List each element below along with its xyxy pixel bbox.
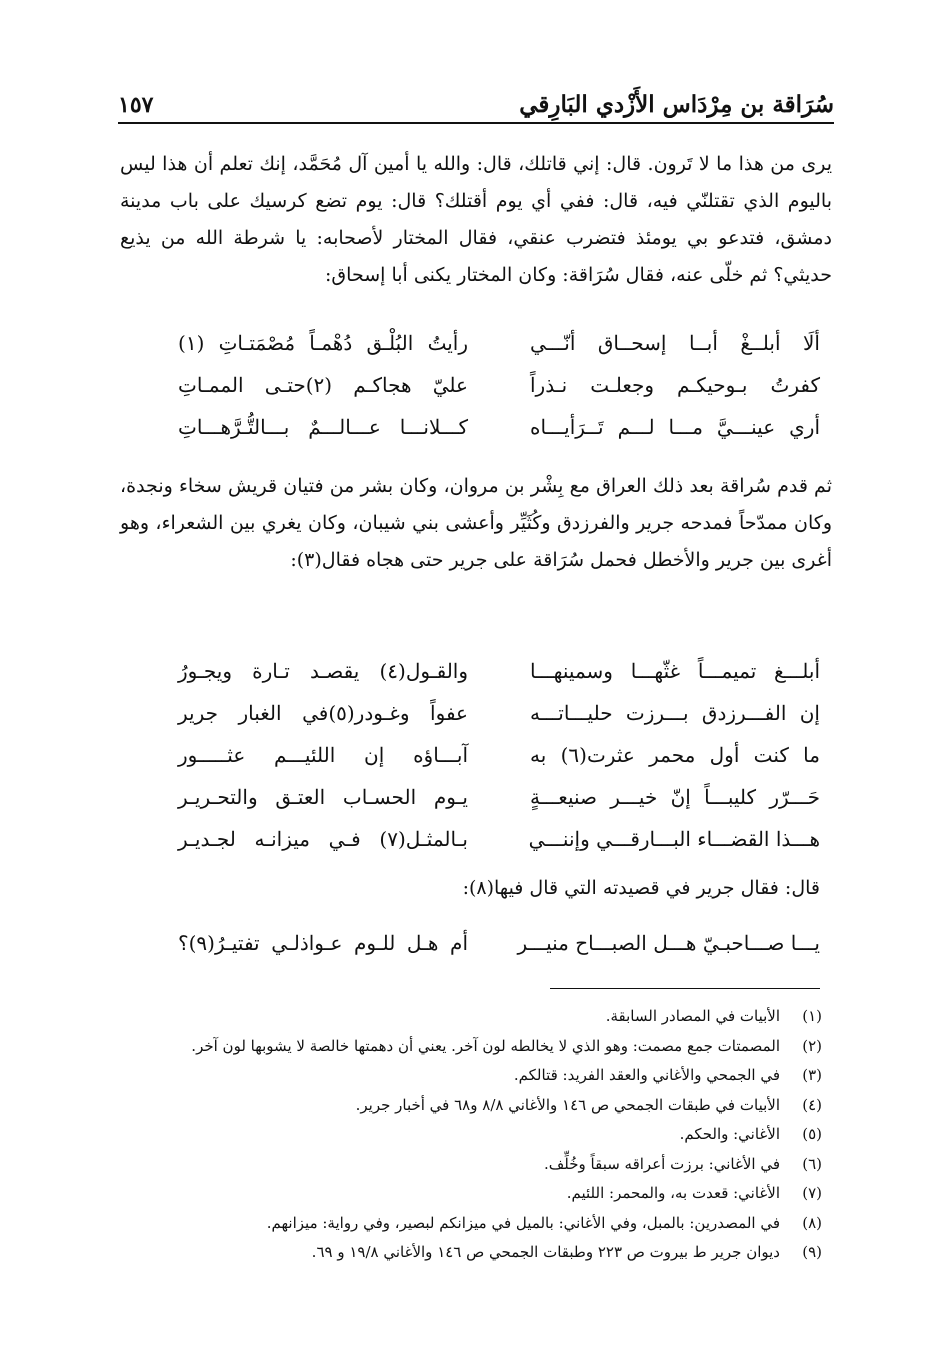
second-hemistich: رأيتُ البُلْـق دُهْمـاً مُصْمَتـاتِ (١) xyxy=(178,331,468,355)
verse-line xyxy=(178,692,820,734)
footnote-number: (٣) xyxy=(802,1066,822,1084)
verse-line xyxy=(178,364,820,406)
poem-3 xyxy=(178,922,820,964)
verse-line xyxy=(178,650,820,692)
first-hemistich: يـــا صـــاحبـيّ هـــل الصبـــاح منيـــر xyxy=(517,931,820,955)
footnote xyxy=(110,1091,822,1121)
verse-line xyxy=(178,776,820,818)
footnote-number: (٨) xyxy=(802,1213,822,1232)
footnote xyxy=(110,1061,822,1091)
footnote-number: (١) xyxy=(802,1007,822,1025)
footnote xyxy=(110,1209,822,1239)
footnote-number: (٦) xyxy=(802,1154,822,1173)
footnotes xyxy=(110,1002,822,1268)
footnote xyxy=(110,1238,822,1268)
footnote-number: (٢) xyxy=(802,1036,822,1055)
first-hemistich: ألَا أبلــغْ أبــا إسحــاق أنّـــي xyxy=(530,331,820,355)
footnote-number: (٥) xyxy=(802,1125,822,1143)
paragraph-1: يرى من هذا ما لا تَرون. قال: إني قاتلك، قال: والله يا أمين آل مُحَمَّد، إنك تعلم أن هذا ليس باليوم الذي تقتلنّي فيه، قال: ففي أي يوم أقتلك؟ قال: يوم تضع كرسيك على باب مدينة دمشق، فتدعو بي يومئذ فتضرب عنقي، فقال المختار لأصحابه: يا شرطة الله من يذيع حديثي؟ ثم خلّى عنه، فقال سُرَاقة: وكان المختار يكنى أبا إسحاق: xyxy=(120,153,833,286)
running-title: سُرَاقة بن مِرْدَاس الأَزْدي البَارِقي xyxy=(519,91,834,118)
footnote xyxy=(110,1179,822,1209)
footnote-text: ديوان جرير ط بيروت ص ٢٢٣ وطبقات الجمحي ص ١٤٦ والأغاني ١٩/٨ و ٦٩. xyxy=(311,1243,780,1261)
page-number: ١٥٧ xyxy=(118,92,154,118)
verse-line xyxy=(178,322,820,364)
poem-3-intro: قال: فقال جرير في قصيدته التي قال فيها(٨): xyxy=(462,877,820,899)
first-hemistich: أري عينـــيَّ مـــا لـــم تَــرَأيـــاه xyxy=(530,415,820,439)
footnote-number: (٤) xyxy=(802,1095,822,1114)
verse-line xyxy=(178,922,820,964)
footnote xyxy=(110,1032,822,1062)
first-hemistich: هـــذا القضـــاء البـــارقـــي وإننـــي xyxy=(528,827,820,851)
second-hemistich: يـوم الحسـاب العتـق والتحـريـر xyxy=(178,785,468,809)
second-hemistich: عليّ هجاكـم (٢)حتـى الممـاتِ xyxy=(178,373,468,397)
poem-1 xyxy=(178,322,820,448)
footnote-text: الأغاني: قعدت به، والمحمر: اللئيم. xyxy=(566,1184,780,1202)
footnote xyxy=(110,1120,822,1150)
footnote-text: الأبيات في طبقات الجمحي ص ١٤٦ والأغاني ٨/٨ و٦٨ في أخبار جرير. xyxy=(355,1095,780,1114)
second-hemistich: والقـول(٤) يقصـد تـارة ويجـورُ xyxy=(178,659,468,683)
second-hemistich: أم هـل للـوم عـواذلـي تفتيـرُ(٩)؟ xyxy=(178,931,468,955)
footnote xyxy=(110,1002,822,1032)
footnote-text: في المصدرين: بالمبل، وفي الأغاني: بالميل في ميزانكم لبصير، وفي رواية: ميزانهم. xyxy=(266,1213,780,1232)
verse-line xyxy=(178,818,820,860)
second-hemistich: كـــلانـــا عـــالـــمٌ بـــالتُّـرَّهـــاتِ xyxy=(178,415,468,439)
footnote-text: في الجمحي والأغاني والعقد الفريد: قتالكم. xyxy=(513,1066,780,1084)
second-hemistich: بـالمثـل(٧) فـي ميزانـه لجـديـر xyxy=(178,827,468,851)
first-hemistich: كفرتُ بـوحيكـم وجعلـت نـذراً xyxy=(530,373,820,397)
verse-line xyxy=(178,734,820,776)
footnote-number: (٩) xyxy=(802,1243,822,1261)
footnote-text: في الأغاني: برزت أعراقه سبقاً وخُلِّف. xyxy=(543,1154,780,1173)
second-hemistich: آبـــاؤه إن اللئيـــم عثـــــور xyxy=(178,743,468,767)
footnote-text: الأغاني: والحكم. xyxy=(679,1125,780,1143)
footnote-text: الأبيات في المصادر السابقة. xyxy=(605,1007,780,1025)
poem-2 xyxy=(178,650,820,860)
paragraph-2: ثم قدم سُراقة بعد ذلك العراق مع بِشْر بن مروان، وكان بشر من فتيان قريش سخاء ونجدة، وكان ممدّحاً فمدحه جرير والفرزدق وكُثَيِّر وأعشى بني شيبان، وكان يغري بين الشعراء، وهو أغرى بين جرير والأخطل فحمل سُرَاقة على جرير حتى هجاه فقال(٣): xyxy=(120,475,832,571)
footnote-divider xyxy=(550,988,820,989)
running-header xyxy=(118,82,834,124)
first-hemistich: حَـــرّر كليبـــاً إنّ خيـــر صنيعـــةٍ xyxy=(530,785,820,809)
footnote-text: المصمتات جمع مصمت: وهو الذي لا يخالطه لون آخر. يعني أن دهمتها خالصة لا يشوبها لون آخر. xyxy=(191,1036,780,1055)
first-hemistich: ما كنت أول محمر عثرت(٦) به xyxy=(530,743,820,767)
footnote xyxy=(110,1150,822,1180)
first-hemistich: أبلـــغ تميمـــاً غثّهـــا وسمينهـــا xyxy=(530,659,820,683)
footnote-number: (٧) xyxy=(802,1184,822,1202)
verse-line xyxy=(178,406,820,448)
second-hemistich: عفواً وغـودر(٥)في الغبار جرير xyxy=(178,701,468,725)
first-hemistich: إن الفـــرزدق بـــرزت حليـــاتـــه xyxy=(530,701,820,725)
